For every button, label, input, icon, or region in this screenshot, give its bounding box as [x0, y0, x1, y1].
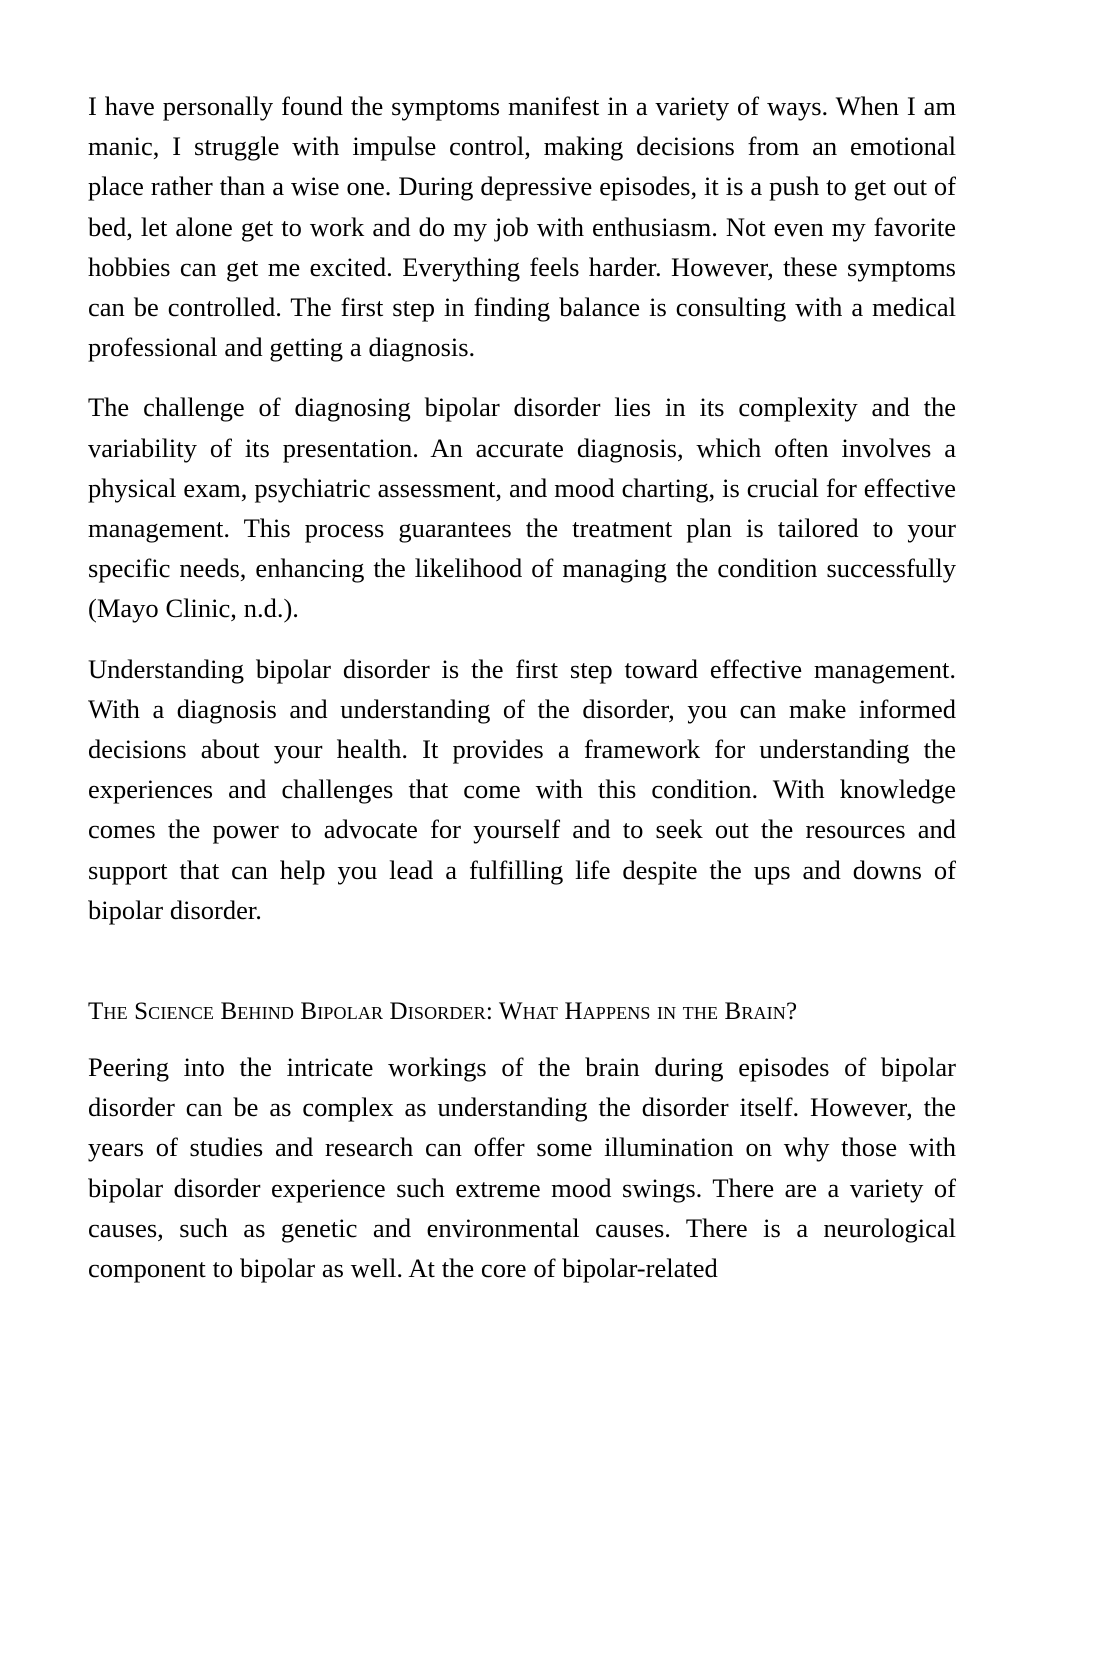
body-paragraph-1: I have personally found the symptoms manifest in a variety of ways. When I am manic, I struggle with impulse control, making decisions from an emotional place rather than a wise one. During depressive episodes, it is a push to get out of bed, let alone get to work and do my job with enthusiasm. Not even my favorite hobbies can get me excited. Everything feels harder. However, these symptoms can be controlled. The first step in finding balance is consulting with a medical professional and getting a diagnosis. [88, 91, 956, 363]
section-heading: The Science Behind Bipolar Disorder: What Happens in the Brain? [88, 998, 798, 1026]
heading-spacer [88, 950, 956, 994]
body-paragraph-4: Peering into the intricate workings of the brain during episodes of bipolar disorder can be as complex as understanding the disorder itself. However, the years of studies and research can offer some illumination on why those with bipolar disorder experience such extreme mood swings. There are a variety of causes, such as genetic and environmental causes. There is a neurological component to bipolar as well. At the core of bipolar-related [88, 1052, 956, 1284]
body-paragraph-3: Understanding bipolar disorder is the first step toward effective management. With a diagnosis and understanding of the disorder, you can make informed decisions about your health. It provides a framework for understanding the experiences and challenges that come with this condition. With knowledge comes the power to advocate for yourself and to seek out the resources and support that can help you lead a fulfilling life despite the ups and downs of bipolar disorder. [88, 653, 956, 925]
page-content-column [88, 86, 956, 1288]
body-paragraph-2: The challenge of diagnosing bipolar disorder lies in its complexity and the variability of its presentation. An accurate diagnosis, which often involves a physical exam, psychiatric assessment, and mood charting, is crucial for effective management. This process guarantees the treatment plan is tailored to your specific needs, enhancing the likelihood of managing the condition successfully (Mayo Clinic, n.d.). [88, 392, 956, 624]
